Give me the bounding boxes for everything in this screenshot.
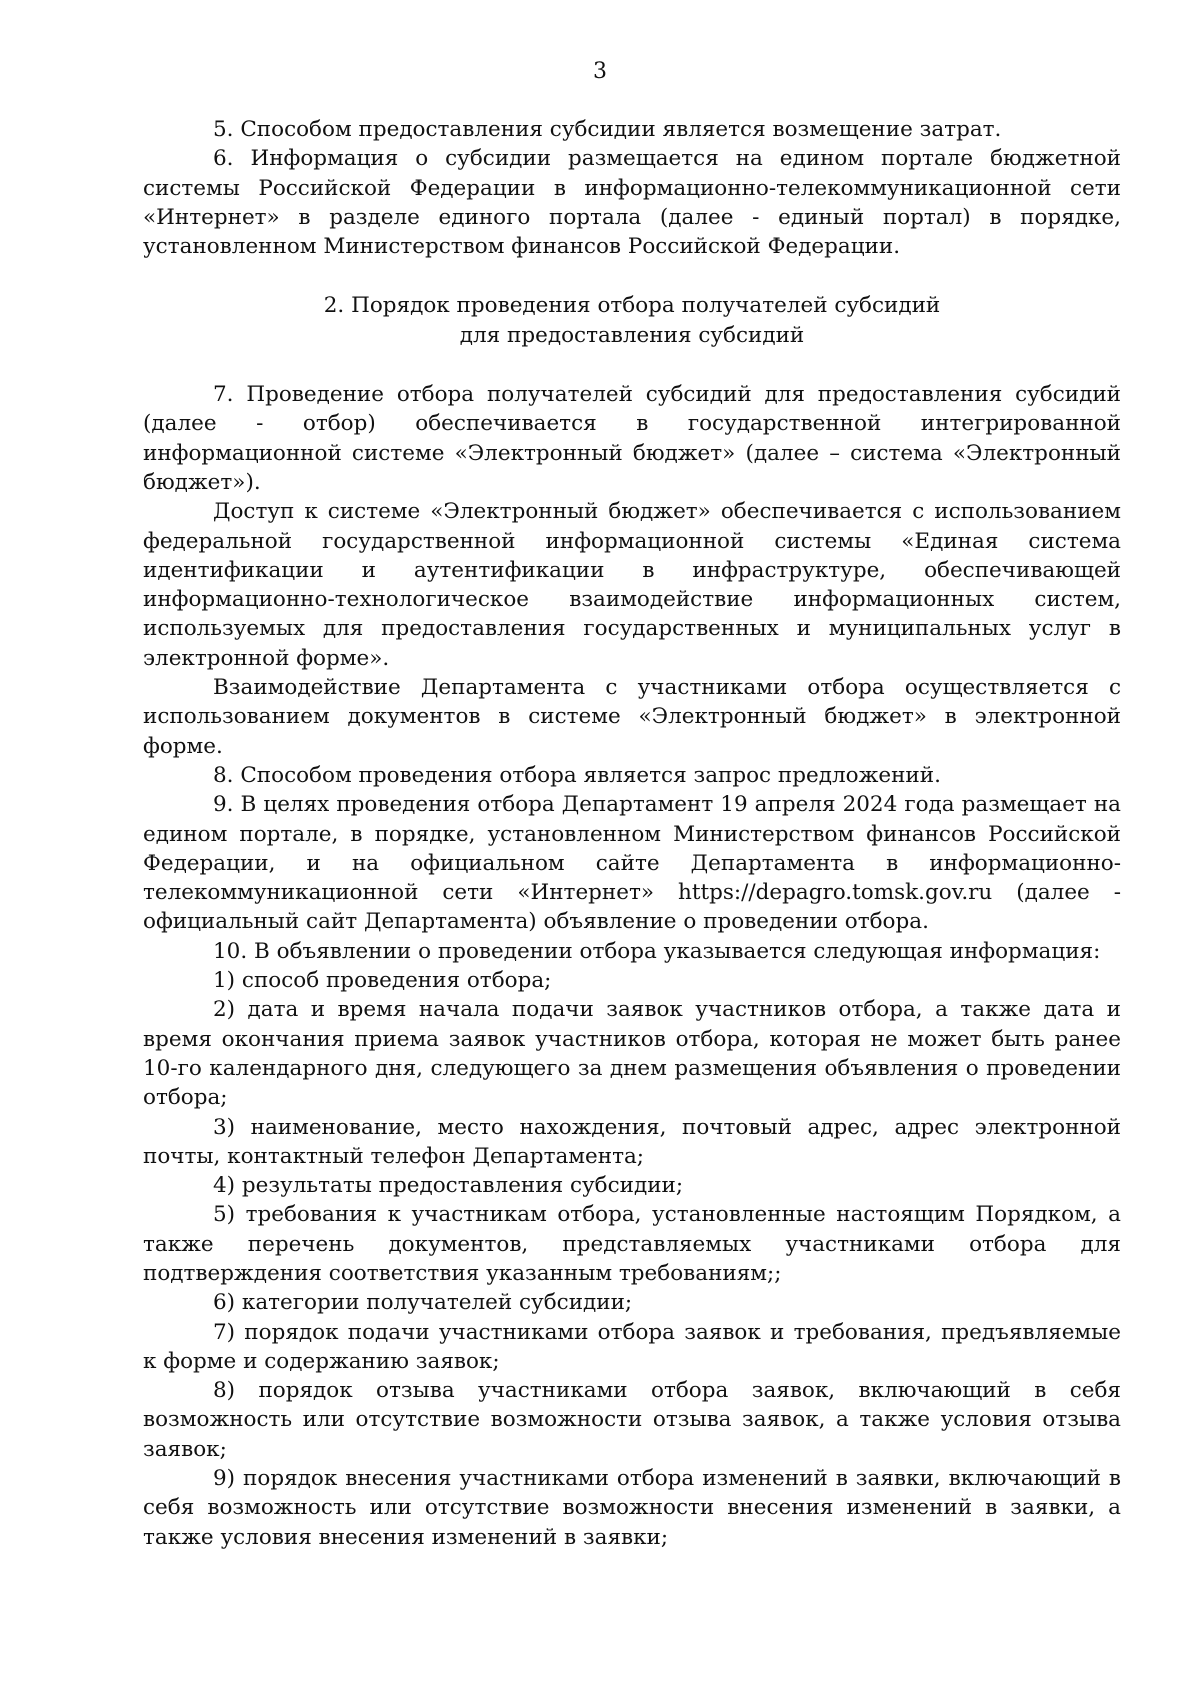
- paragraph-item-6: 6. Информация о субсидии размещается на едином портале бюджетной системы Российской Федерации в информационно-телекоммуникационной сети «Интернет» в разделе единого портала (далее - единый портал) в порядке, установленном Министерством финансов Российской Федерации.: [143, 146, 1121, 260]
- list-item-5: 5) требования к участникам отбора, установленные настоящим Порядком, а также перечень документов, представляемых участниками отбора для подтверждения соответствия указанным требованиям;;: [143, 1202, 1121, 1286]
- section-heading: [143, 291, 1121, 350]
- list-item-2: 2) дата и время начала подачи заявок участников отбора, а также дата и время окончания приема заявок участников отбора, которая не может быть ранее 10-го календарного дня, следующего за днем размещения объявления о проведении отбора;: [143, 997, 1121, 1111]
- section-heading-line-2: для предоставления субсидий: [459, 322, 805, 348]
- paragraph-item-8: 8. Способом проведения отбора является запрос предложений.: [213, 762, 941, 788]
- list-item-7: 7) порядок подачи участниками отбора заявок и требования, предъявляемые к форме и содержанию заявок;: [143, 1319, 1121, 1374]
- paragraph-item-9: 9. В целях проведения отбора Департамент 19 апреля 2024 года размещает на едином портале, в порядке, установленном Министерством финансов Российской Федерации, и на официальном сайте Департамента в информационно-телекоммуникационной сети «Интернет» https://depagro.tomsk.gov.ru (далее - официальный сайт Департамента) объявление о проведении отбора.: [143, 792, 1121, 935]
- paragraph-item-5: 5. Способом предоставления субсидии является возмещение затрат.: [213, 117, 1002, 142]
- list-item-4: 4) результаты предоставления субсидии;: [213, 1173, 684, 1199]
- document-body: [143, 115, 1121, 1552]
- paragraph-interaction: Взаимодействие Департамента с участниками отбора осуществляется с использованием документов в системе «Электронный бюджет» в электронной форме.: [143, 675, 1121, 759]
- paragraph-item-7: 7. Проведение отбора получателей субсидий для предоставления субсидий (далее - отбор) обеспечивается в государственной интегрированной информационной системе «Электронный бюджет» (далее – система «Электронный бюджет»).: [143, 382, 1121, 495]
- paragraph-item-10: 10. В объявлении о проведении отбора указывается следующая информация:: [213, 938, 1101, 964]
- list-item-6: 6) категории получателей субсидии;: [213, 1290, 633, 1316]
- page-number: 3: [593, 59, 607, 84]
- list-item-9: 9) порядок внесения участниками отбора изменений в заявки, включающий в себя возможность или отсутствие возможности внесения изменений в заявки, а также условия внесения изменений в заявки;: [143, 1466, 1121, 1550]
- list-item-1: 1) способ проведения отбора;: [213, 968, 552, 994]
- section-heading-line-1: 2. Порядок проведения отбора получателей субсидий: [323, 293, 941, 319]
- list-item-8: 8) порядок отзыва участниками отбора заявок, включающий в себя возможность или отсутствие возможности отзыва заявок, а также условия отзыва заявок;: [143, 1378, 1121, 1462]
- paragraph-access-system: Доступ к системе «Электронный бюджет» обеспечивается с использованием федеральной государственной информационной системы «Единая система идентификации и аутентификации в инфраструктуре, обеспечивающей информационно-технологическое взаимодействие информационных систем, используемых для предоставления государственных и муниципальных услуг в электронной форме».: [143, 499, 1121, 671]
- list-item-3: 3) наименование, место нахождения, почтовый адрес, адрес электронной почты, контактный телефон Департамента;: [143, 1114, 1121, 1169]
